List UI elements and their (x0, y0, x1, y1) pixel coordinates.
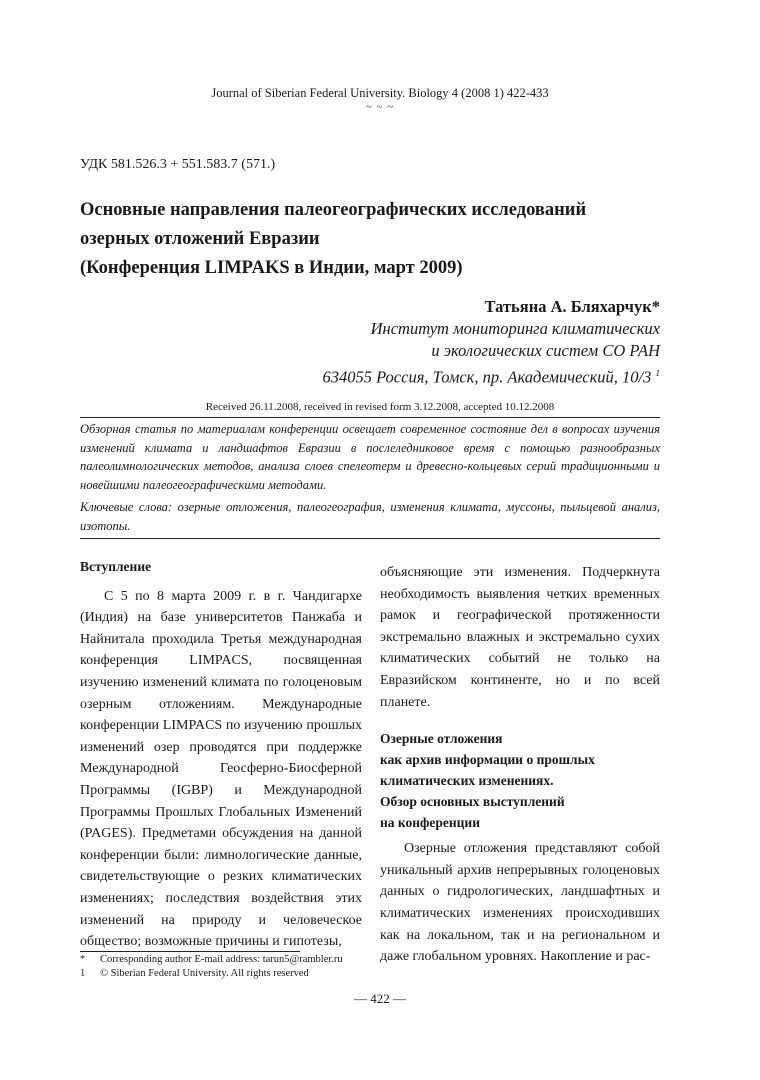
article-title (80, 196, 680, 283)
author-name: Татьяна А. Бляхарчук* (484, 297, 660, 316)
udk-code: УДК 581.526.3 + 551.583.7 (571.) (80, 157, 276, 172)
lake-sediments-paragraph: Озерные отложения представляют собой уникальный архив непрерывных голоценовых данных о гидрологических, ландшафтных и климатических изменениях происходивших как на локальном, так и на региональном и даже глобальном уровнях. Накопление и рас- (380, 841, 660, 965)
footnote-text: Corresponding author E-mail address: tarun5@rambler.ru (100, 954, 343, 965)
heading-line: как архив информации о прошлых (380, 752, 595, 768)
title-line: Основные направления палеогеографических исследований (80, 200, 587, 220)
section-heading-lake-sediments (380, 728, 660, 833)
footnote (80, 953, 343, 967)
affiliation-line: Институт мониторинга климатических (370, 319, 660, 338)
left-column (80, 556, 362, 953)
abstract-top-rule (80, 417, 660, 418)
affiliation-line (220, 362, 660, 389)
author-block (220, 296, 660, 389)
footnotes (80, 953, 343, 981)
title-line: озерных отложений Евразии (80, 229, 320, 249)
title-line: (Конференция LIMPAKS в Индии, март 2009) (80, 258, 463, 278)
heading-line: климатических изменениях. (380, 773, 554, 789)
footnote-mark: * (80, 954, 86, 965)
continuation-paragraph: объясняющие эти изменения. Подчеркнута необходимость выявления четких временных рамок и географической протяженности экстремально влажных и экстремально сухих климатических событий не только на Евразийском континенте, но и по всей планете. (380, 565, 660, 710)
intro-paragraph: С 5 по 8 марта 2009 г. в г. Чандигархе (Индия) на базе университетов Панжаба и Найнитала проходила Третья международная конференция LIMPACS, посвященная изучению изменений климата по голоценовым озерным отложениям. Международные конференции LIMPACS по изучению прошлых изменений озер проводятся при поддержке Международной Геосферно-Биосферной Программы (IGBP) и Международной Программы Прошлых Глобальных Изменений (PAGES). Предметами обсуждения на данной конференции были: лимнологические данные, свидетельствующие о резких климатических изменениях; последствия воздействия этих изменений на природу и человеческое общество; возможные причины и гипотезы, (80, 588, 362, 950)
journal-header: Journal of Siberian Federal University. Biology 4 (2008 1) 422-433 (211, 86, 549, 100)
abstract: Обзорная статья по материалам конференции освещает современное состояние дел в вопросах изучения изменений климата и ландшафтов Евразии в послеледниковое время с помощью разнообразных палеолимнологических методов, анализа слоев спелеотерм и древесно-кольцевых серий традиционными и новейшими палеогеографическими методами. (80, 422, 660, 492)
affiliation-line: и экологических систем СО РАН (431, 341, 660, 360)
page-number: — 422 — (354, 991, 406, 1006)
footnote-mark: 1 (80, 968, 86, 979)
affiliation-footnote-mark: 1 (655, 368, 660, 378)
affiliation-address: 634055 Россия, Томск, пр. Академический, 10/3 (322, 367, 652, 387)
heading-line: Обзор основных выступлений (380, 794, 565, 810)
footnote-rule (80, 951, 300, 952)
abstract-bottom-rule (80, 538, 660, 539)
heading-line: на конференции (380, 815, 480, 831)
section-heading-intro: Вступление (80, 559, 152, 574)
heading-line: Озерные отложения (380, 731, 503, 747)
footnote (80, 967, 343, 981)
header-ornament: ~ ~ ~ (365, 101, 395, 113)
right-column (380, 562, 660, 968)
footnote-text: © Siberian Federal University. All rights reserved (100, 968, 309, 979)
keywords: Ключевые слова: озерные отложения, палеогеография, изменения климата, муссоны, пыльцевой анализ, изотопы. (80, 500, 660, 533)
received-dates: Received 26.11.2008, received in revised form 3.12.2008, accepted 10.12.2008 (205, 401, 555, 413)
